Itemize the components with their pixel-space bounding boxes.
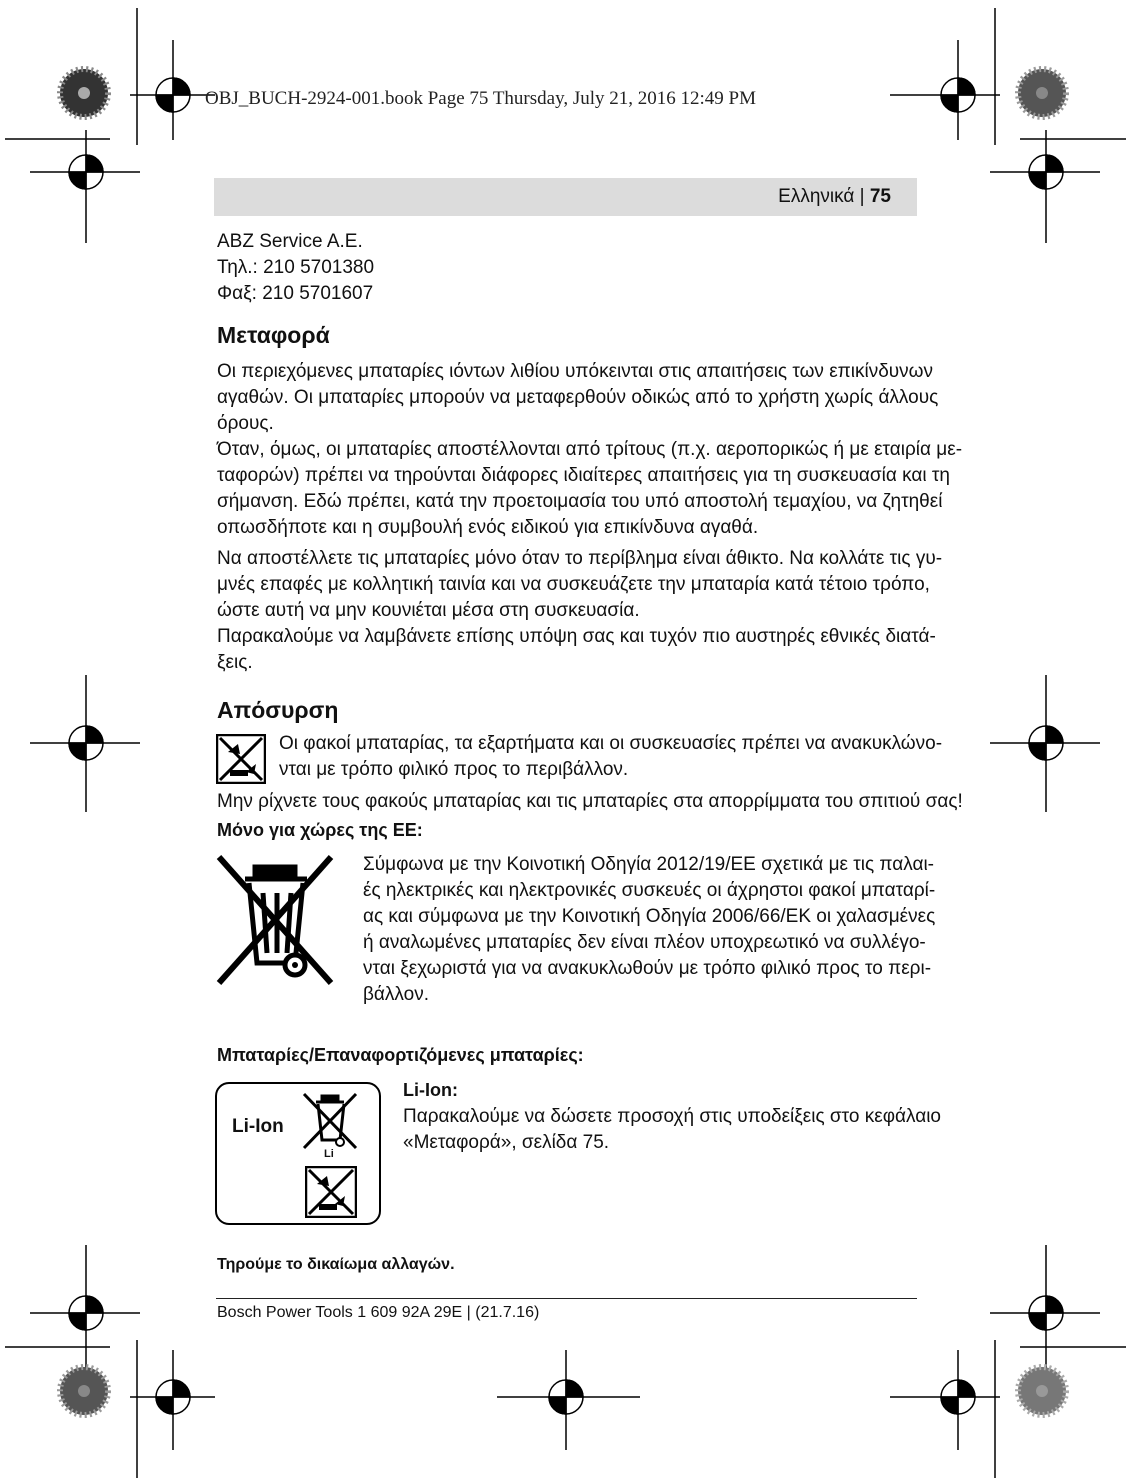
header-language: Ελληνικά <box>778 186 855 207</box>
registration-target-icon <box>30 675 140 812</box>
paragraph-line: όρους. <box>217 413 274 434</box>
registration-target-icon <box>130 1350 215 1450</box>
registration-target-icon <box>990 130 1100 243</box>
eu-text-line: Σύμφωνα με την Κοινοτική Οδηγία 2012/19/ΕΕ σχετικά με τις παλαι- <box>363 854 934 875</box>
section-heading-disposal: Απόσυρση <box>217 697 339 723</box>
eu-text-line: ή αναλωμένες μπαταρίες δεν είναι πλέον υποχρεωτικό να συλλέγο- <box>363 932 926 953</box>
paragraph-line: μνές επαφές με κολλητική ταινία και να συσκευάζετε την μπαταρία κατά τέτοιο τρόπο, <box>217 574 930 595</box>
starburst-icon <box>1018 1367 1066 1415</box>
contact-fax: Φαξ: 210 5701607 <box>217 283 374 304</box>
contact-phone: Τηλ.: 210 5701380 <box>217 257 375 278</box>
registration-target-icon <box>497 1350 640 1450</box>
reservation-note: Τηρούμε το δικαίωμα αλλαγών. <box>217 1256 455 1273</box>
eu-heading: Μόνο για χώρες της ΕΕ: <box>217 820 423 840</box>
paragraph-line: αγαθών. Οι μπαταρίες μπορούν να μεταφερθούν οδικώς από το χρήστη χωρίς άλλους <box>217 387 939 408</box>
header-separator: | <box>859 186 865 207</box>
registration-target-icon <box>990 675 1100 812</box>
recycle-text-line: Οι φακοί μπαταρίας, τα εξαρτήματα και οι συσκευασίες πρέπει να ανακυκλώνο- <box>279 733 943 754</box>
starburst-icon <box>60 69 108 117</box>
page-header <box>778 186 891 208</box>
contact-company: ABZ Service A.E. <box>217 231 363 252</box>
eu-text-line: νται ξεχωριστά για να ανακυκλωθούν με τρόπο φιλικό προς το περι- <box>363 958 932 979</box>
registration-target-icon <box>30 1245 140 1380</box>
paragraph-line: οπωσδήποτε και η συμβουλή ενός ειδικού για επικίνδυνα αγαθά. <box>217 517 759 538</box>
starburst-icon <box>1018 69 1066 117</box>
household-warning: Μην ρίχνετε τους φακούς μπαταρίας και τις μπαταρίες στα απορρίμματα του σπιτιού σας! <box>217 791 963 812</box>
page-number: 75 <box>869 186 891 207</box>
paragraph-line: Να αποστέλλετε τις μπαταρίες μόνο όταν το περίβλημα είναι άθικτο. Να κολλάτε τις γυ- <box>217 548 943 569</box>
registration-target-icon <box>990 1245 1100 1380</box>
footer-text: Bosch Power Tools 1 609 92A 29E | (21.7.16) <box>217 1304 540 1321</box>
li-ion-text-line: Παρακαλούμε να δώσετε προσοχή στις υποδείξεις στο κεφάλαιο <box>403 1106 941 1127</box>
recycle-symbol-icon <box>216 734 266 784</box>
crossed-out-bin-icon <box>215 853 335 988</box>
starburst-icon <box>60 1367 108 1415</box>
paragraph-line: Οι περιεχόμενες μπαταρίες ιόντων λιθίου υπόκεινται στις απαιτήσεις των επικίνδυνων <box>217 361 934 382</box>
eu-text-line: ές ηλεκτρικές και ηλεκτρονικές συσκευές οι άχρηστοι φακοί μπαταρί- <box>363 880 936 901</box>
li-ion-text-line: «Μεταφορά», σελίδα 75. <box>403 1132 610 1153</box>
paragraph-line: ώστε αυτή να μην κουνιέται μέσα στη συσκευασία. <box>217 600 640 621</box>
slug-line: OBJ_BUCH-2924-001.book Page 75 Thursday, July 21, 2016 12:49 PM <box>205 88 757 109</box>
registration-target-icon <box>30 130 140 243</box>
registration-target-icon <box>130 40 215 140</box>
paragraph-line: Παρακαλούμε να λαμβάνετε επίσης υπόψη σας και τυχόν πιο αυστηρές εθνικές διατά- <box>217 626 936 647</box>
registration-target-icon <box>890 1350 1000 1450</box>
section-heading-transport: Μεταφορά <box>217 322 330 348</box>
eu-text-line: βάλλον. <box>363 984 429 1005</box>
eu-text-line: ας και σύμφωνα με την Κοινοτική Οδηγία 2006/66/ΕΚ οι χαλασμένες <box>363 906 936 927</box>
batteries-heading: Μπαταρίες/Επαναφορτιζόμενες μπαταρίες: <box>217 1045 584 1065</box>
paragraph-line: Όταν, όμως, οι μπαταρίες αποστέλλονται από τρίτους (π.χ. αεροπορικώς ή με εταιρία με- <box>217 439 963 460</box>
paragraph-line: σήμανση. Εδώ πρέπει, κατά την προετοιμασία του υπό αποστολή τεμαχίου, να ζητηθεί <box>217 491 943 512</box>
bin-li-label: Li <box>324 1148 334 1160</box>
recycle-symbol-icon <box>305 1166 357 1218</box>
paragraph-line: ξεις. <box>217 652 253 673</box>
li-ion-heading: Li-Ion: <box>403 1080 458 1100</box>
paragraph-line: ταφορών) πρέπει να τηρούνται διάφορες ιδιαίτερες απαιτήσεις για τη συσκευασία και τη <box>217 465 950 486</box>
registration-target-icon <box>890 40 1000 140</box>
footer-divider <box>216 1298 917 1299</box>
li-ion-box-label: Li-Ion <box>232 1116 284 1137</box>
recycle-text-line: νται με τρόπο φιλικό προς το περιβάλλον. <box>279 759 629 780</box>
